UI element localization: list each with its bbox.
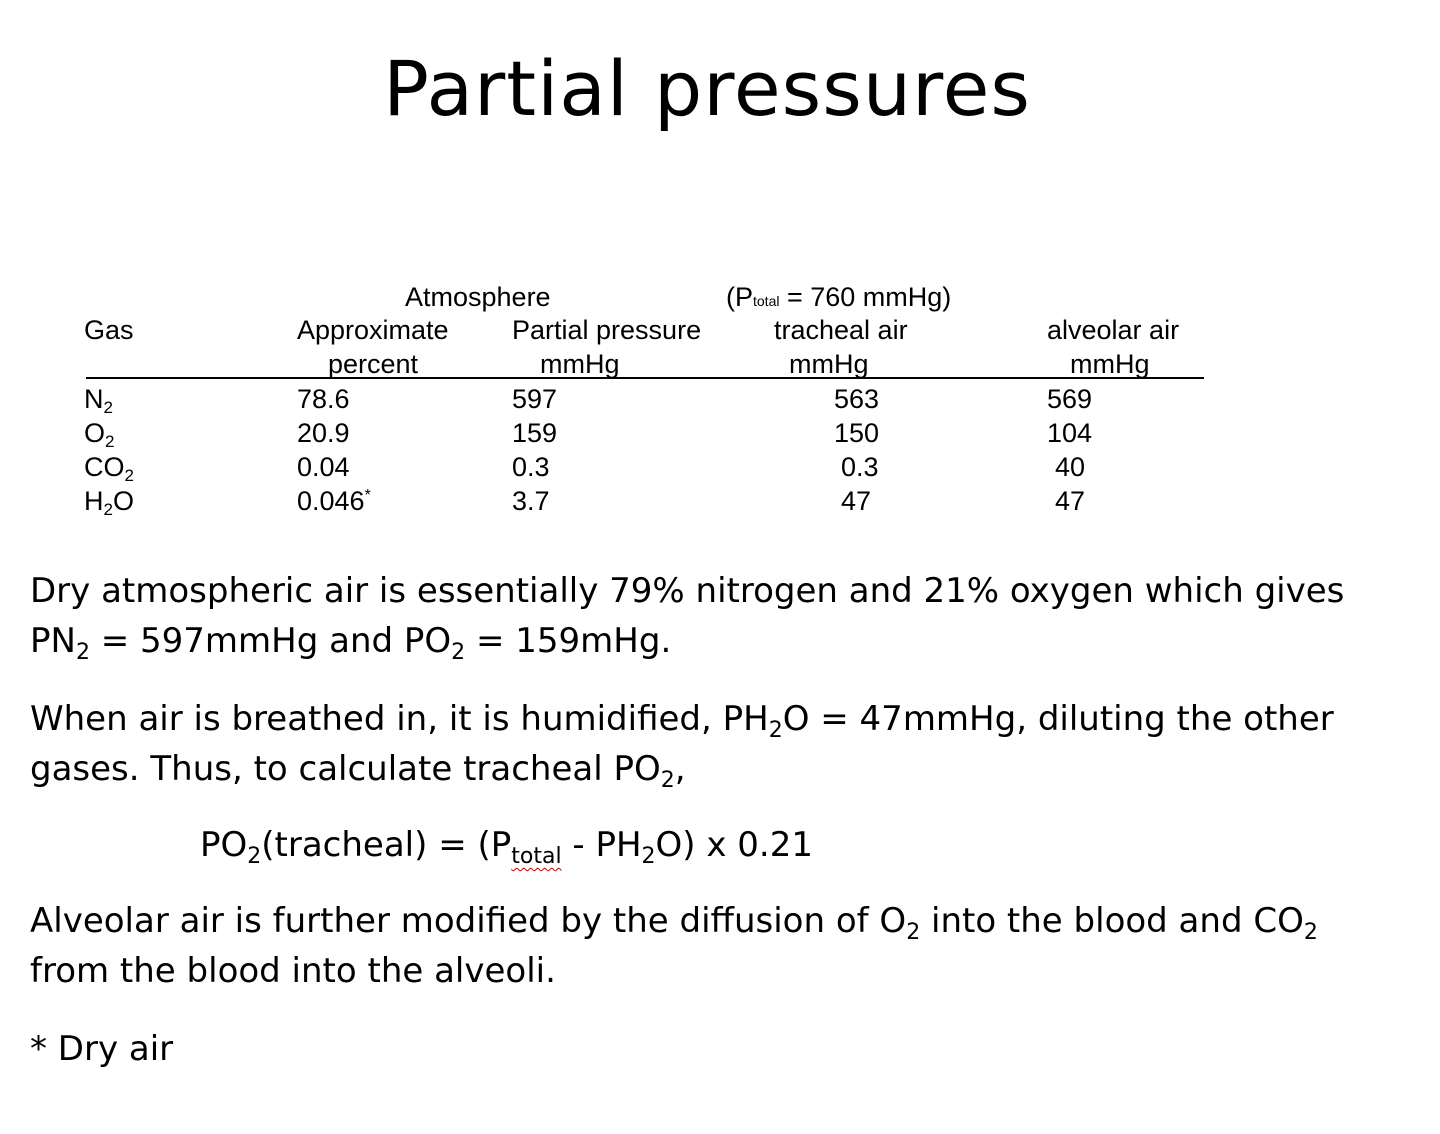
table-header-rule xyxy=(86,377,1204,379)
ptotal-sub: total xyxy=(753,293,780,309)
subscript: 2 xyxy=(75,640,90,665)
table-row-gas xyxy=(84,484,134,518)
text-run: When air is breathed in, it is humidified, PH xyxy=(30,699,769,739)
gas-symbol: H xyxy=(84,486,104,516)
subscript: 2 xyxy=(641,844,656,869)
col-subheader-tracheal: mmHg xyxy=(789,349,869,379)
table-cell-tracheal: 563 xyxy=(834,384,880,414)
table-cell-percent: 20.9 xyxy=(297,418,350,448)
col-header-partial: Partial pressure xyxy=(512,315,702,345)
table-cell-alveolar: 569 xyxy=(1047,384,1093,414)
paragraph-humidified-line1 xyxy=(30,694,1420,744)
text-run: , xyxy=(674,749,686,789)
gas-symbol: N xyxy=(84,384,104,414)
footnote-dry-air: * Dry air xyxy=(30,1029,174,1069)
paragraph-humidified-line2 xyxy=(30,744,1420,794)
text-run: Alveolar air is further modified by the diffusion of O xyxy=(30,901,907,941)
subscript: 2 xyxy=(768,718,783,743)
subscript: 2 xyxy=(1303,920,1318,945)
table-cell-tracheal: 150 xyxy=(834,418,880,448)
col-subheader-alveolar: mmHg xyxy=(1070,349,1150,379)
col-subheader-percent: percent xyxy=(328,349,419,379)
col-header-percent: Approximate xyxy=(297,315,449,345)
text-run: - PH xyxy=(561,825,642,865)
subscript: 2 xyxy=(660,768,675,793)
text-run: PN xyxy=(30,621,76,661)
col-subheader-partial: mmHg xyxy=(540,349,620,379)
table-cell-percent: 0.04 xyxy=(297,452,350,482)
gas-tail: O xyxy=(112,486,134,516)
table-cell-partial: 597 xyxy=(512,384,558,414)
text-run: O) x 0.21 xyxy=(655,825,813,865)
table-cell-partial: 0.3 xyxy=(512,452,550,482)
gas-symbol: CO xyxy=(84,452,125,482)
slide-title: Partial pressures xyxy=(383,44,1031,133)
equation-tracheal-po2 xyxy=(200,820,813,870)
gas-subscript: 2 xyxy=(103,398,113,417)
col-header-gas: Gas xyxy=(84,315,134,345)
ptotal-open: (P xyxy=(726,282,753,312)
text-run: = 159mHg. xyxy=(465,621,672,661)
gas-symbol: O xyxy=(84,418,106,448)
table-cell-alveolar: 47 xyxy=(1055,486,1086,516)
table-row-gas xyxy=(84,382,113,416)
gas-subscript: 2 xyxy=(105,432,115,451)
text-run: into the blood and CO xyxy=(920,901,1304,941)
subscript: 2 xyxy=(906,920,921,945)
table-cell-partial: 159 xyxy=(512,418,558,448)
table-cell-alveolar: 104 xyxy=(1047,418,1093,448)
text-run: (tracheal) = (P xyxy=(261,825,512,865)
table-cell-percent xyxy=(297,484,371,518)
table-cell-alveolar: 40 xyxy=(1055,452,1086,482)
col-header-tracheal: tracheal air xyxy=(774,315,908,345)
subscript: 2 xyxy=(451,640,466,665)
text-run: gases. Thus, to calculate tracheal PO xyxy=(30,749,661,789)
paragraph-alveolar-line2: from the blood into the alveoli. xyxy=(30,951,556,991)
text-run: O = 47mmHg, diluting the other xyxy=(782,699,1334,739)
table-cell-percent: 78.6 xyxy=(297,384,350,414)
subscript-total: total xyxy=(511,844,562,869)
table-row-gas xyxy=(84,416,114,450)
percent-value: 0.046 xyxy=(297,486,365,516)
subscript: 2 xyxy=(247,844,262,869)
gas-subscript: 2 xyxy=(103,500,113,519)
table-cell-partial: 3.7 xyxy=(512,486,550,516)
ptotal-rest: = 760 mmHg) xyxy=(779,282,952,312)
col-header-alveolar: alveolar air xyxy=(1047,315,1180,345)
text-run: = 597mmHg and PO xyxy=(89,621,452,661)
table-row-gas xyxy=(84,450,134,484)
paragraph-dry-air-line1: Dry atmospheric air is essentially 79% nitrogen and 21% oxygen which gives xyxy=(30,571,1345,611)
table-cell-tracheal: 47 xyxy=(841,486,872,516)
footnote-mark: * xyxy=(364,487,371,504)
group-header-atmosphere: Atmosphere xyxy=(405,282,551,312)
table-cell-tracheal: 0.3 xyxy=(841,452,879,482)
gas-subscript: 2 xyxy=(124,466,134,485)
paragraph-alveolar-line1 xyxy=(30,896,1420,946)
text-run: PO xyxy=(200,825,248,865)
paragraph-dry-air-line2 xyxy=(30,616,1420,666)
